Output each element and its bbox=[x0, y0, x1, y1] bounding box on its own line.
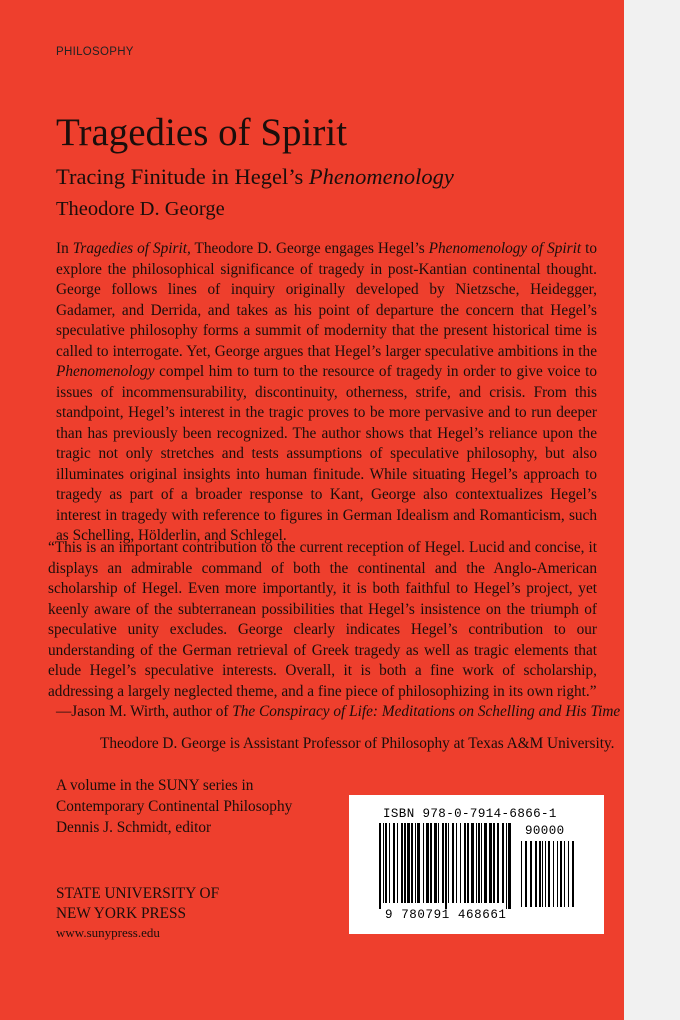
category-label: PHILOSOPHY bbox=[56, 46, 134, 58]
subtitle-text: Tracing Finitude in Hegel’s bbox=[56, 164, 309, 189]
attribution-book: The Conspiracy of Life: Meditations on Schelling and His Time bbox=[232, 703, 621, 720]
publisher-name bbox=[56, 884, 219, 924]
blurb-part-2: Theodore D. George engages Hegel’s bbox=[190, 240, 429, 257]
quote-attribution bbox=[56, 702, 620, 723]
publisher-line-1: STATE UNIVERSITY OF bbox=[56, 885, 220, 902]
blurb-part-3: to explore the philosophical significance of tragedy in post-Kantian continental thought. George follows lines of inquiry originally developed by Nietzsche, Heidegger, Gadamer, and Derrida, and takes as his point of departure the concern that Hegel’s speculative philosophy forms a summit of modernity that the present historical time is called to interrogate. Yet, George argues that Hegel’s larger speculative ambitions in the bbox=[56, 240, 597, 360]
publisher-line-2: NEW YORK PRESS bbox=[56, 905, 187, 922]
author-bio bbox=[100, 734, 614, 755]
subtitle-italic: Phenomenology bbox=[308, 164, 454, 189]
bio-rest: is Assistant Professor of Philosophy at Texas A&M University. bbox=[225, 735, 615, 752]
blurb-italic-1: Tragedies of Spirit, bbox=[72, 240, 191, 257]
description-paragraph bbox=[56, 239, 597, 547]
series-line-1: A volume in the SUNY series in bbox=[56, 777, 254, 794]
blurb-italic-2: Phenomenology of Spirit bbox=[428, 240, 582, 257]
barcode-panel bbox=[349, 795, 604, 934]
bio-name: Theodore D. George bbox=[100, 735, 226, 752]
barcode-digits: 9 780791 468661 bbox=[385, 908, 507, 922]
endorsement-quote: “This is an important contribution to the current reception of Hegel. Lucid and concise, it displays an admirable command of both the continental and the Anglo-American scholarship of Hegel. Even more importantly, it is both faithful to Hegel’s project, yet keenly aware of the subterranean possibilities that Hegel’s insistence on the triumph of speculative unity excludes. George clearly indicates Hegel’s contribution to our understanding of the German retrieval of Greek tragedy as well as tragic elements that elude Hegel’s speculative interests. Overall, it is both a fine work of scholarship, addressing a largely neglected theme, and a fine piece of philosophizing in its own right.” bbox=[48, 539, 597, 700]
series-line-2: Contemporary Continental Philosophy bbox=[56, 798, 293, 815]
blurb-part-1: In bbox=[56, 240, 73, 257]
series-line-3: Dennis J. Schmidt, editor bbox=[56, 819, 212, 836]
publisher-website: www.sunypress.edu bbox=[56, 925, 160, 940]
attribution-prefix: —Jason M. Wirth, author of bbox=[56, 703, 233, 720]
blurb-italic-3: Phenomenology bbox=[56, 363, 155, 380]
isbn-text: ISBN 978-0-7914-6866-1 bbox=[383, 807, 557, 821]
series-info bbox=[56, 775, 292, 838]
page-edge bbox=[624, 0, 680, 1020]
blurb-part-4: compel him to turn to the resource of tragedy in order to give voice to issues of incommensurability, discontinuity, otherness, strife, and crisis. From this standpoint, Hegel’s interest in the tragic proves to be more pervasive and to run deeper than has previously been recognized. The author shows that Hegel’s reliance upon the tragic not only stretches and tests assumptions of speculative philosophy, but also illuminates original insights into human finitude. While situating Hegel’s approach to tragedy as part of a broader response to Kant, George also contextualizes Hegel’s interest in tragedy with reference to figures in German Idealism and Romanticism, such as Schelling, Hölderlin, and Schlegel. bbox=[56, 363, 597, 544]
price-code: 90000 bbox=[525, 824, 565, 838]
book-author: Theodore D. George bbox=[56, 198, 225, 220]
book-subtitle bbox=[56, 163, 454, 191]
book-title: Tragedies of Spirit bbox=[56, 111, 348, 154]
